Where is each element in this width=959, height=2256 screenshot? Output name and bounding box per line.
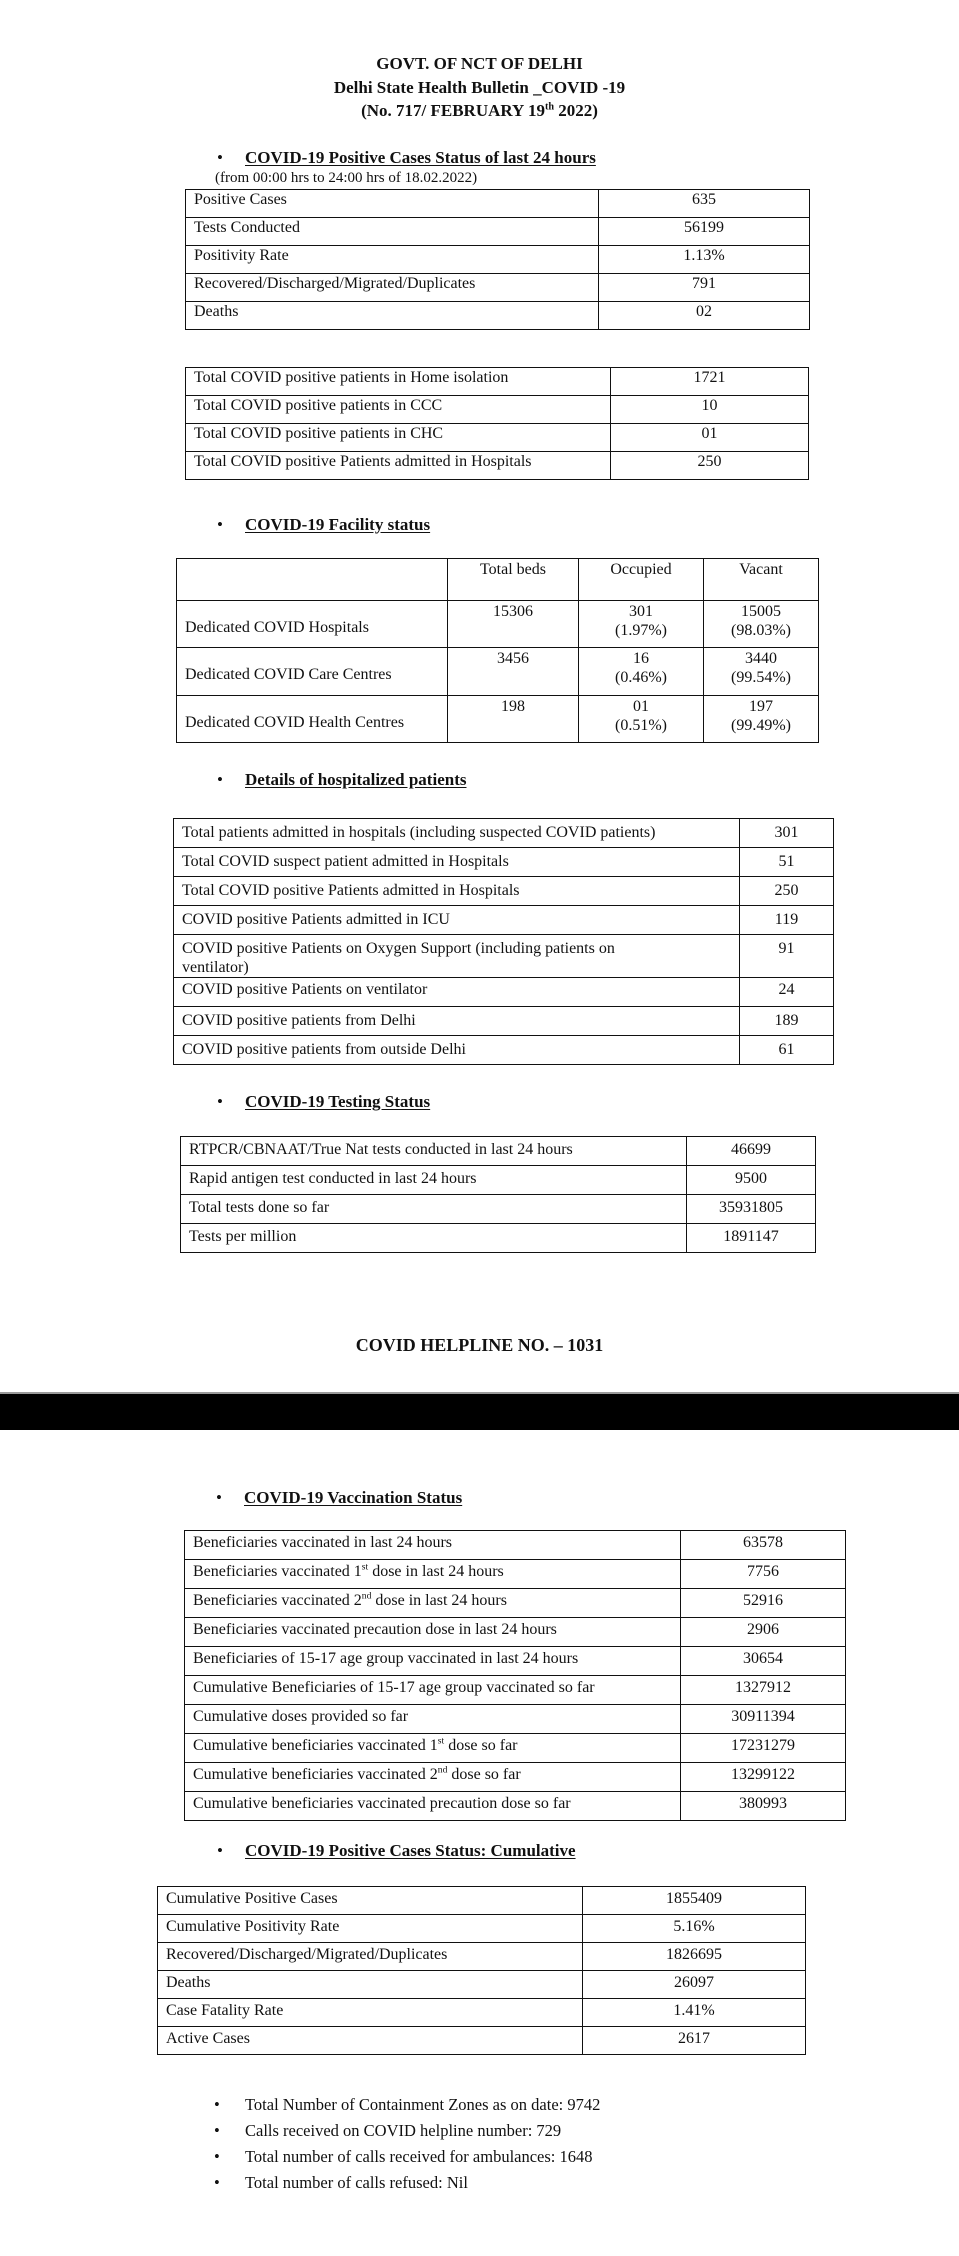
page-break-divider xyxy=(0,1392,959,1430)
table-row: Positivity Rate 1.13% xyxy=(186,246,810,274)
table-row: Deaths 26097 xyxy=(158,1971,806,1999)
table-row: Beneficiaries vaccinated in last 24 hours 63578 xyxy=(185,1531,846,1560)
table-row: RTPCR/CBNAAT/True Nat tests conducted in last 24 hours 46699 xyxy=(181,1137,816,1166)
table-row: Total COVID positive patients in Home isolation 1721 xyxy=(186,368,809,396)
bulletin-number-date: (No. 717/ FEBRUARY 19th 2022) xyxy=(361,101,598,120)
govt-title: GOVT. OF NCT OF DELHI xyxy=(376,54,583,73)
table-row: Total COVID positive Patients admitted in Hospitals 250 xyxy=(174,877,834,906)
table-row: Deaths 02 xyxy=(186,302,810,330)
last24-table xyxy=(185,189,810,330)
table-row: Total COVID positive Patients admitted in Hospitals 250 xyxy=(186,452,809,480)
table-row: Cumulative Beneficiaries of 15-17 age group vaccinated so far 1327912 xyxy=(185,1676,846,1705)
table-row: Dedicated COVID Hospitals 15306 301 (1.97%) 15005 (98.03%) xyxy=(177,601,819,648)
table-row: Dedicated COVID Health Centres 198 01 (0.51%) 197 (99.49%) xyxy=(177,696,819,743)
table-row: Beneficiaries vaccinated precaution dose in last 24 hours 2906 xyxy=(185,1618,846,1647)
bullet-icon: • xyxy=(214,2121,220,2140)
table-row: Cumulative beneficiaries vaccinated 2nd dose so far 13299122 xyxy=(185,1763,846,1792)
table-row: Total tests done so far 35931805 xyxy=(181,1195,816,1224)
list-item: • Calls received on COVID helpline number: 729 xyxy=(210,2118,600,2144)
hospitalized-table xyxy=(173,818,834,1065)
table-header-row: Total beds Occupied Vacant xyxy=(177,559,819,601)
section-heading-cumulative: • COVID-19 Positive Cases Status: Cumulative xyxy=(217,1841,576,1860)
list-item: • Total number of calls received for ambulances: 1648 xyxy=(210,2144,600,2170)
table-row: COVID positive patients from Delhi 189 xyxy=(174,1007,834,1036)
table-row: Active Cases 2617 xyxy=(158,2027,806,2055)
bullet-icon: • xyxy=(214,2173,220,2192)
section-heading-vaccination: • COVID-19 Vaccination Status xyxy=(216,1488,463,1507)
table-row: Recovered/Discharged/Migrated/Duplicates 791 xyxy=(186,274,810,302)
bullet-icon: • xyxy=(216,1488,222,1507)
table-row: Cumulative doses provided so far 30911394 xyxy=(185,1705,846,1734)
bullet-icon: • xyxy=(214,2095,220,2114)
table-row: Tests per million 1891147 xyxy=(181,1224,816,1253)
summary-bullet-list xyxy=(210,2092,600,2196)
time-range-note: (from 00:00 hrs to 24:00 hrs of 18.02.2022) xyxy=(215,170,478,186)
table-row: COVID positive Patients admitted in ICU 119 xyxy=(174,906,834,935)
table-row: Total patients admitted in hospitals (including suspected COVID patients) 301 xyxy=(174,819,834,848)
table-row: COVID positive Patients on Oxygen Support (including patients on ventilator) 91 xyxy=(174,935,834,978)
table-row: Rapid antigen test conducted in last 24 hours 9500 xyxy=(181,1166,816,1195)
table-row: Tests Conducted 56199 xyxy=(186,218,810,246)
section-heading-facility: • COVID-19 Facility status xyxy=(217,515,431,534)
table-row: COVID positive Patients on ventilator 24 xyxy=(174,978,834,1007)
list-item: • Total Number of Containment Zones as on date: 9742 xyxy=(210,2092,600,2118)
cumulative-table xyxy=(157,1886,806,2055)
bullet-icon: • xyxy=(217,1841,223,1860)
section-heading-hospitalized: • Details of hospitalized patients xyxy=(217,770,467,789)
bullet-icon: • xyxy=(214,2147,220,2166)
table-row: Beneficiaries vaccinated 2nd dose in last 24 hours 52916 xyxy=(185,1589,846,1618)
list-item: • Total number of calls refused: Nil xyxy=(210,2170,600,2196)
table-row: Cumulative Positive Cases 1855409 xyxy=(158,1887,806,1915)
table-row: Total COVID positive patients in CCC 10 xyxy=(186,396,809,424)
vaccination-table xyxy=(184,1530,846,1821)
table-row: Cumulative Positivity Rate 5.16% xyxy=(158,1915,806,1943)
bulletin-header xyxy=(0,52,959,123)
table-row: Beneficiaries of 15-17 age group vaccinated in last 24 hours 30654 xyxy=(185,1647,846,1676)
section-heading-last24: • COVID-19 Positive Cases Status of last 24 hours xyxy=(217,148,596,167)
table-row: Total COVID positive patients in CHC 01 xyxy=(186,424,809,452)
section-heading-testing: • COVID-19 Testing Status xyxy=(217,1092,431,1111)
table-row: Cumulative beneficiaries vaccinated 1st dose so far 17231279 xyxy=(185,1734,846,1763)
table-row: Beneficiaries vaccinated 1st dose in last 24 hours 7756 xyxy=(185,1560,846,1589)
table-row: Total COVID suspect patient admitted in Hospitals 51 xyxy=(174,848,834,877)
testing-table xyxy=(180,1136,816,1253)
table-row: Case Fatality Rate 1.41% xyxy=(158,1999,806,2027)
table-row: Positive Cases 635 xyxy=(186,190,810,218)
bulletin-title: Delhi State Health Bulletin _COVID -19 xyxy=(333,77,626,97)
bullet-icon: • xyxy=(217,148,223,167)
facility-table xyxy=(176,558,819,743)
table-row: Recovered/Discharged/Migrated/Duplicates 1826695 xyxy=(158,1943,806,1971)
table-row: Dedicated COVID Care Centres 3456 16 (0.46%) 3440 (99.54%) xyxy=(177,648,819,696)
bullet-icon: • xyxy=(217,1092,223,1111)
table-row: Cumulative beneficiaries vaccinated precaution dose so far 380993 xyxy=(185,1792,846,1821)
table-row: COVID positive patients from outside Delhi 61 xyxy=(174,1036,834,1065)
isolation-table xyxy=(185,367,809,480)
bullet-icon: • xyxy=(217,770,223,789)
bullet-icon: • xyxy=(217,515,223,534)
helpline-number: COVID HELPLINE NO. – 1031 xyxy=(355,1335,604,1355)
